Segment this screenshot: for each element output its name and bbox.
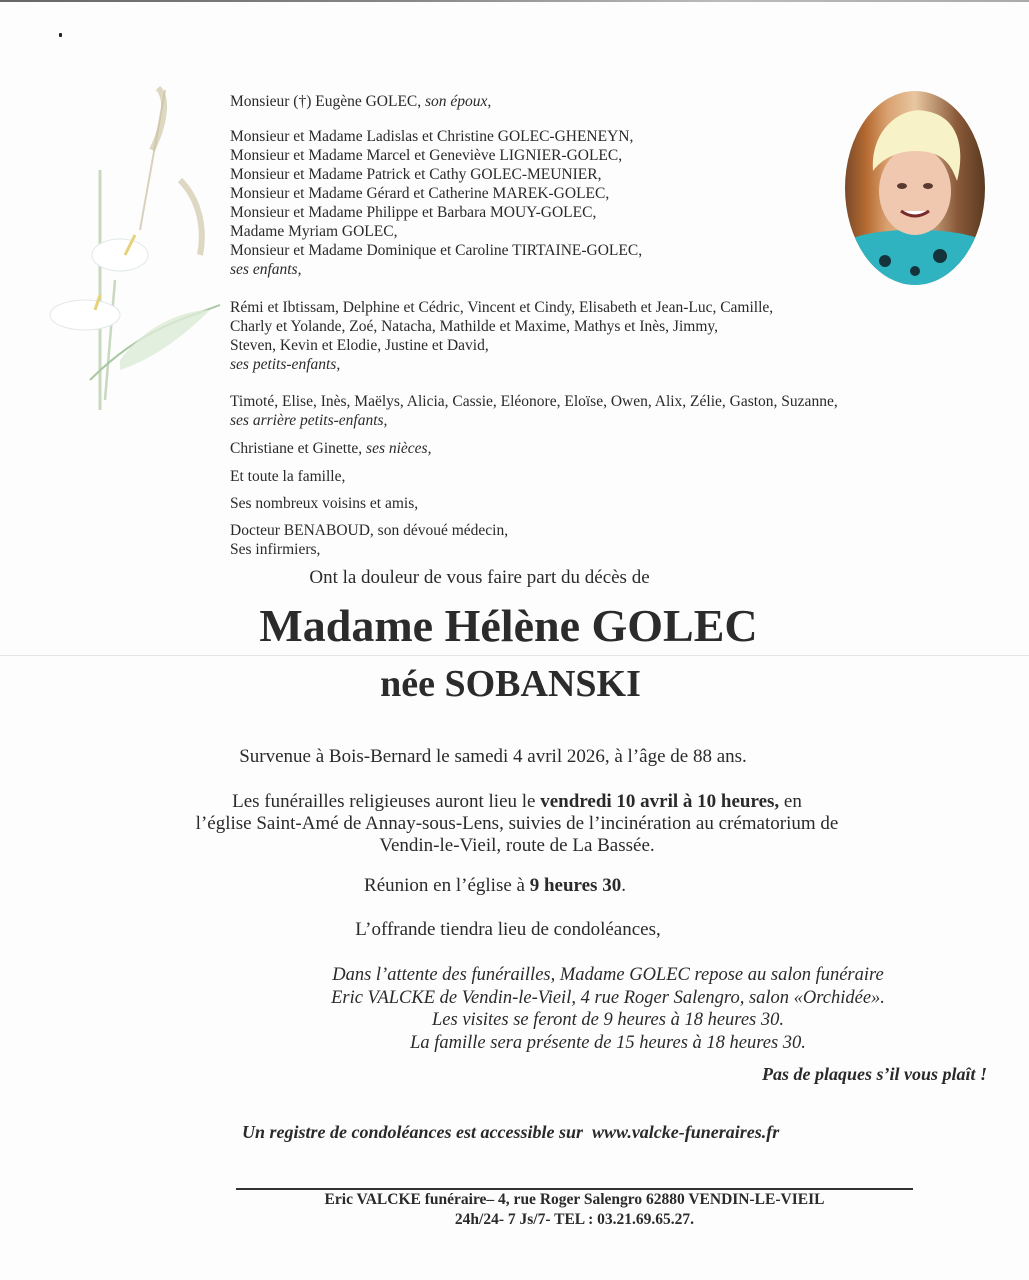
nurses-line: Ses infirmiers,	[230, 541, 321, 558]
funeral-location: l’église Saint-Amé de Annay-sous-Lens, suivies de l’incinération au crématorium de	[195, 813, 839, 834]
death-info: Survenue à Bois-Bernard le samedi 4 avril 2026, à l’âge de 88 ans.	[239, 746, 747, 767]
family-line: Et toute la famille,	[230, 468, 346, 485]
nieces-role: ses nièces,	[366, 440, 432, 457]
doctor-line: Docteur BENABOUD, son dévoué médecin,	[230, 522, 509, 539]
children-role: ses enfants,	[230, 261, 302, 278]
visitation-line: Les visites se feront de 9 heures à 18 heures 30.	[432, 1010, 784, 1030]
nieces-names: Christiane et Ginette,	[230, 440, 367, 457]
registry-text: Un registre de condoléances est accessible sur	[242, 1122, 592, 1142]
grandchildren-line: Steven, Kevin et Elodie, Justine et David,	[230, 337, 489, 354]
funeral-text: Les funérailles religieuses auront lieu le	[232, 791, 541, 812]
scan-speck	[59, 33, 62, 37]
no-plaques-note: Pas de plaques s’il vous plaît !	[761, 1064, 987, 1084]
child-line: Monsieur et Madame Marcel et Geneviève LIGNIER-GOLEC,	[230, 147, 623, 164]
nieces-line	[230, 439, 431, 458]
paper-fold-line	[0, 655, 1029, 656]
great-grandchildren-line: Timoté, Elise, Inès, Maëlys, Alicia, Cassie, Eléonore, Eloïse, Owen, Alix, Zélie, Gaston, Suzanne,	[230, 393, 838, 410]
great-grandchildren-list	[230, 392, 838, 430]
announcement: Ont la douleur de vous faire part du décès de	[309, 567, 650, 588]
grandchildren-line: Charly et Yolande, Zoé, Natacha, Mathilde et Maxime, Mathys et Inès, Jimmy,	[230, 318, 719, 335]
meeting-info	[95, 875, 895, 897]
child-line: Monsieur et Madame Patrick et Cathy GOLEC-MEUNIER,	[230, 166, 602, 183]
visitation-info	[208, 964, 1008, 1054]
meeting-time: 9 heures 30	[529, 875, 622, 896]
offering-note: L’offrande tiendra lieu de condoléances,	[355, 919, 661, 940]
child-line: Madame Myriam GOLEC,	[230, 223, 398, 240]
funeral-date: vendredi 10 avril à 10 heures,	[540, 791, 780, 812]
grandchildren-list	[230, 298, 773, 374]
doctor-nurses	[230, 521, 508, 559]
spouse-role: son époux,	[425, 93, 492, 110]
child-line: Monsieur et Madame Philippe et Barbara MOUY-GOLEC,	[230, 204, 597, 221]
footer-address: Eric VALCKE funéraire– 4, rue Roger Salengro 62880 VENDIN-LE-VIEIL	[324, 1191, 825, 1208]
calla-lily-illustration	[30, 80, 230, 420]
great-grandchildren-role: ses arrière petits-enfants,	[230, 412, 388, 429]
children-list	[230, 127, 642, 279]
visitation-line: Eric VALCKE de Vendin-le-Vieil, 4 rue Roger Salengro, salon «Orchidée».	[331, 987, 885, 1008]
deceased-name: Madame Hélène GOLEC	[259, 600, 758, 651]
meeting-period: .	[621, 875, 626, 896]
spouse-line	[230, 92, 491, 111]
visitation-line: La famille sera présente de 15 heures à 18 heures 30.	[410, 1032, 806, 1053]
child-line: Monsieur et Madame Dominique et Caroline TIRTAINE-GOLEC,	[230, 242, 643, 259]
funeral-details	[117, 791, 917, 857]
portrait-photo	[845, 91, 985, 285]
deceased-maiden-name: née SOBANSKI	[380, 663, 641, 705]
visitation-line: Dans l’attente des funérailles, Madame GOLEC repose au salon funéraire	[332, 965, 884, 985]
portrait-illustration	[845, 91, 985, 285]
meeting-text: Réunion en l’église à	[364, 875, 530, 896]
funeral-location-cont: Vendin-le-Vieil, route de La Bassée.	[379, 835, 655, 856]
funeral-text-end: en	[779, 791, 802, 812]
footer-phone: 24h/24- 7 Js/7- TEL : 03.21.69.65.27.	[454, 1211, 695, 1228]
registry-note	[233, 1101, 779, 1143]
grandchildren-line: Rémi et Ibtissam, Delphine et Cédric, Vincent et Cindy, Elisabeth et Jean-Luc, Camille,	[230, 299, 774, 316]
funeral-home-footer	[236, 1190, 913, 1230]
scan-top-edge	[0, 0, 1029, 2]
child-line: Monsieur et Madame Ladislas et Christine GOLEC-GHENEYN,	[230, 128, 634, 145]
grandchildren-role: ses petits-enfants,	[230, 356, 341, 373]
neighbors-line: Ses nombreux voisins et amis,	[230, 495, 419, 512]
child-line: Monsieur et Madame Gérard et Catherine MAREK-GOLEC,	[230, 185, 610, 202]
spouse-name: Monsieur (†) Eugène GOLEC,	[230, 93, 425, 110]
registry-link[interactable]: www.valcke-funeraires.fr	[591, 1122, 780, 1142]
